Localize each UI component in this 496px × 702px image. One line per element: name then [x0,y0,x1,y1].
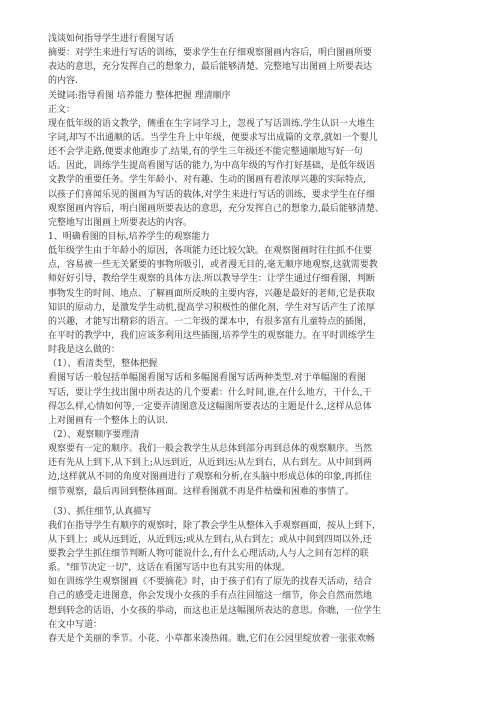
abstract-line-2: 表达的意思，充分发挥自己的想象力，最后能够清楚、完整地写出图画上所要表达 [48,62,373,73]
body-line: 知识的原动力，是激发学生动机,提高学习积极性的催化剂，学生对写话产生了浓厚 [48,302,375,313]
body-line: 还不会学走路,便要求他跑步了.结果,有的学生三年级还不能完整通顺地写好一句 [48,147,363,158]
subsection-heading-1: （1）、看清类型，整体把握 [48,359,158,370]
body-line: 师好好引导，教给学生观察的具体方法.所以教导学生：让学生通过仔细看图，判断 [48,274,375,285]
body-line: 还有先从上到下,从下到上;从远到近，从近到远;从左到右，从右到左。从中间到两 [48,458,372,469]
body-heading: 正文： [48,104,76,115]
body-line: 想到转念的话语，小女孩的举动，而这也正是这幅图所表达的意思。你瞧，一位学生 [48,605,382,616]
body-line: 边,这样就从不同的角度对图画进行了观察和分析,在头脑中形成总体的印象,再抓住 [48,472,372,483]
body-line: 点，容易被一些无关紧要的事物所吸引，或者漫无目的,毫无顺序地观察,这就需要教 [48,260,378,271]
body-line: 现在低年级的语文教学，侧重在生字词学习上，忽视了写话训练.学生认识一大堆生 [48,118,375,129]
body-line: 事物发生的时间、地点、了解画面所反映的主要内容，兴趣是最好的老师,它是获取 [48,288,375,299]
body-line: 写话，要让学生找出图中所表达的几个要素：什么时间,谁,在什么地方，干什么,干 [48,387,372,398]
body-line: 自己的感受走进图意，你会发现小女孩的手有点往回缩这一细节，你会自然而然地 [48,591,373,602]
body-line: 在文中写道： [48,619,103,630]
body-line: 要教会学生抓住细节判断人物可能说什么,有什么心理活动,人与人之间有怎样的联 [48,549,369,560]
abstract-line-3: 的内容. [48,76,78,87]
body-line: 细节观察，最后再回到整体画面。这样看图就不再是件枯燥和困难的事情了。 [48,486,355,497]
body-line: 观察图画内容后，明白图画所要表达的意思，充分发挥自己的想象力,最后能够清楚、 [48,203,384,214]
body-line: 观察要有一定的顺序。我们一般会教学生从总体到部分再到总体的观察顺序。当然 [48,444,373,455]
document-title: 浅谈如何指导学生进行看图写话 [48,34,175,44]
body-line: 从下到上；或从远到近，从近到远;或从左到右,从右到左；或从中间到四周以外,还 [48,534,372,545]
body-line: 时我是这么做的： [48,345,121,356]
body-line: 字词,却写不出通顺的话。当学生升上中年级，便要求写出成篇的文章,就如一个婴儿 [48,132,378,143]
body-line: 我们在指导学生有顺序的观察时，除了教会学生从整体入手观察画面，按从上到下， [48,520,382,531]
subsection-heading-2: （2）、观察顺序要理清 [48,429,140,440]
body-line: 系。"细节决定一切"，这话在看图写话中也有其实用的体现。 [48,563,291,574]
section-heading-1: 1、明确看图的目标,培养学生的观察能力 [48,231,210,242]
body-line: 以孩子们喜闻乐见的图画为写话的载体,对学生来进行写话的训练，要求学生在仔细 [48,189,375,200]
body-line: 在平时的教学中，我们应该多利用这些插图,培养学生的观察能力。在平时训练学生 [48,330,375,341]
body-line: 春天是个美丽的季节。小花、小草都来凑热闹。瞧,它们在公园里绽放着一张张欢畅 [48,633,375,644]
body-line: 文教学的重要任务。学生年龄小、对有趣、生动的图画有着浓厚兴趣的实际特点, [48,175,366,186]
body-line: 如在训练学生观察图画《不要摘花》时，由于孩子们有了原先的找春天活动，结合 [48,577,373,588]
body-line: 上对图画有一个整体上的认识. [48,415,168,426]
body-line: 话。因此，训练学生提高看图写话的能力,为中高年级的写作打好基础，是低年级语 [48,161,375,172]
keywords-line: 关键词:指导看图 培养能力 整体把握 理清顺序 [48,90,231,101]
body-line: 的兴趣，才能写出精彩的语言。一二年级的课本中，有很多富有儿童特点的插图， [48,316,373,327]
subsection-heading-3: （3）、抓住细节,认真描写 [48,506,152,517]
body-line: 低年级学生由于年龄小的原因，各项能力还比较欠缺。在观察图画时往往抓不住要 [48,246,373,257]
body-line: 完整地写出图画上所要表达的内容。 [48,217,193,228]
body-line: 得怎么样,心情如何等,一定要弄清图意及这幅图所要表达的主题是什么,这样从总体 [48,401,372,412]
body-line: 看图写话一般包括单幅图看图写话和多幅图看图写话两种类型.对于单幅图的看图 [48,373,366,384]
abstract-line-1: 摘要：对学生来进行写话的训练，要求学生在仔细观察图画内容后，明白图画所要 [48,48,373,59]
